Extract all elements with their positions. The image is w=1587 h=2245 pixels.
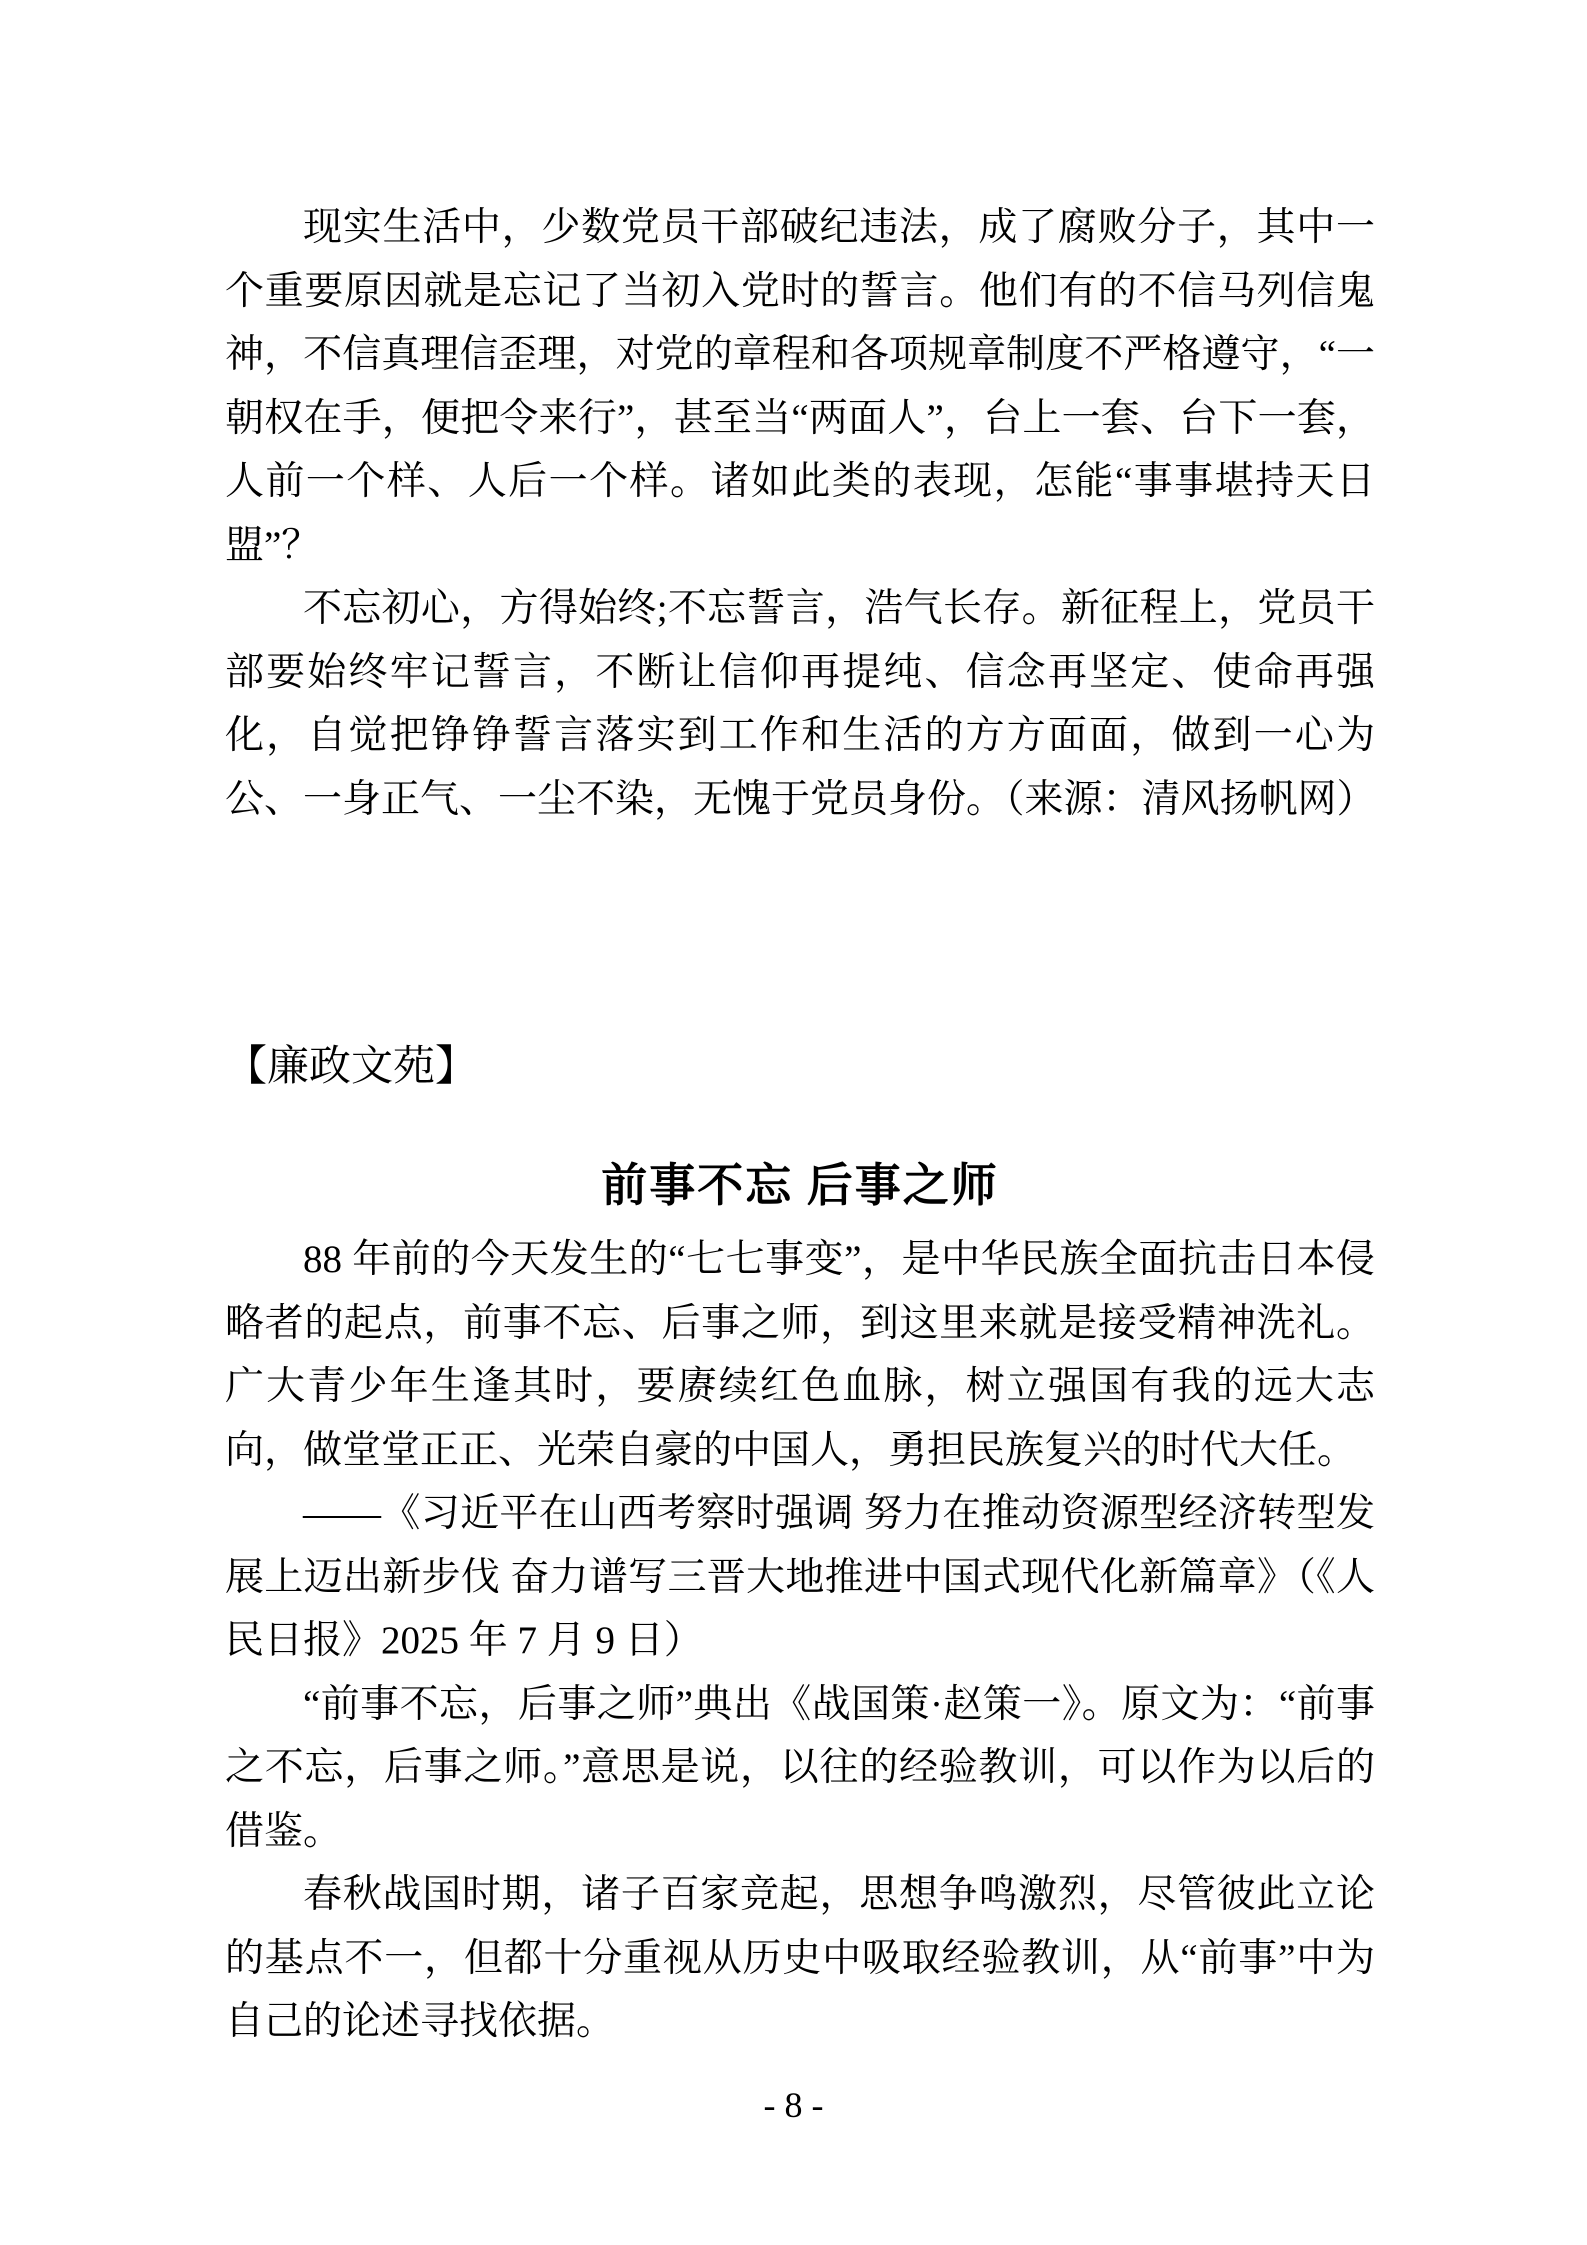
article-title: 前事不忘 后事之师 bbox=[601, 1160, 999, 1211]
section-header-lianzheng-wenyuan: 【廉政文苑】 bbox=[225, 1044, 478, 1090]
paragraph-citation-source: ——《习近平在山西考察时强调 努力在推动资源型经济转型发展上迈出新步伐 奋力谱写三晋大地推进中国式现代化新篇章》（《人民日报》2025 年 7 月 9 日） bbox=[225, 1492, 1375, 1662]
paragraph-july7-incident: 88 年前的今天发生的“七七事变”，是中华民族全面抗击日本侵略者的起点，前事不忘、后事之师，到这里来就是接受精神洗礼。广大青少年生逢其时，要赓续红色血脉，树立强国有我的远大志向，做堂堂正正、光荣自豪的中国人，勇担民族复兴的时代大任。 bbox=[225, 1238, 1375, 1472]
paragraph-zhanguoce-origin: “前事不忘，后事之师”典出《战国策·赵策一》。原文为：“前事之不忘，后事之师。”意思是说，以往的经验教训，可以作为以后的借鉴。 bbox=[225, 1682, 1375, 1853]
page-number: - 8 - bbox=[763, 2085, 824, 2125]
paragraph-oath-problem: 现实生活中，少数党员干部破纪违法，成了腐败分子，其中一个重要原因就是忘记了当初入党时的誓言。他们有的不信马列信鬼神，不信真理信歪理，对党的章程和各项规章制度不严格遵守，“一朝权在手，便把令来行”，甚至当“两面人”，台上一套、台下一套，人前一个样、人后一个样。诸如此类的表现，怎能“事事堪持天日盟”？ bbox=[225, 206, 1375, 567]
paragraph-spring-autumn: 春秋战国时期，诸子百家竞起，思想争鸣激烈，尽管彼此立论的基点不一，但都十分重视从历史中吸取经验教训，从“前事”中为自己的论述寻找依据。 bbox=[225, 1873, 1375, 2043]
upper-text-block bbox=[225, 196, 1375, 831]
paragraph-oath-conclusion: 不忘初心，方得始终;不忘誓言，浩气长存。新征程上，党员干部要始终牢记誓言，不断让信仰再提纯、信念再坚定、使命再强化，自觉把铮铮誓言落实到工作和生活的方方面面，做到一心为公、一身正气、一尘不染，无愧于党员身份。（来源：清风扬帆网） bbox=[225, 587, 1376, 821]
lower-text-block bbox=[225, 1228, 1375, 2054]
